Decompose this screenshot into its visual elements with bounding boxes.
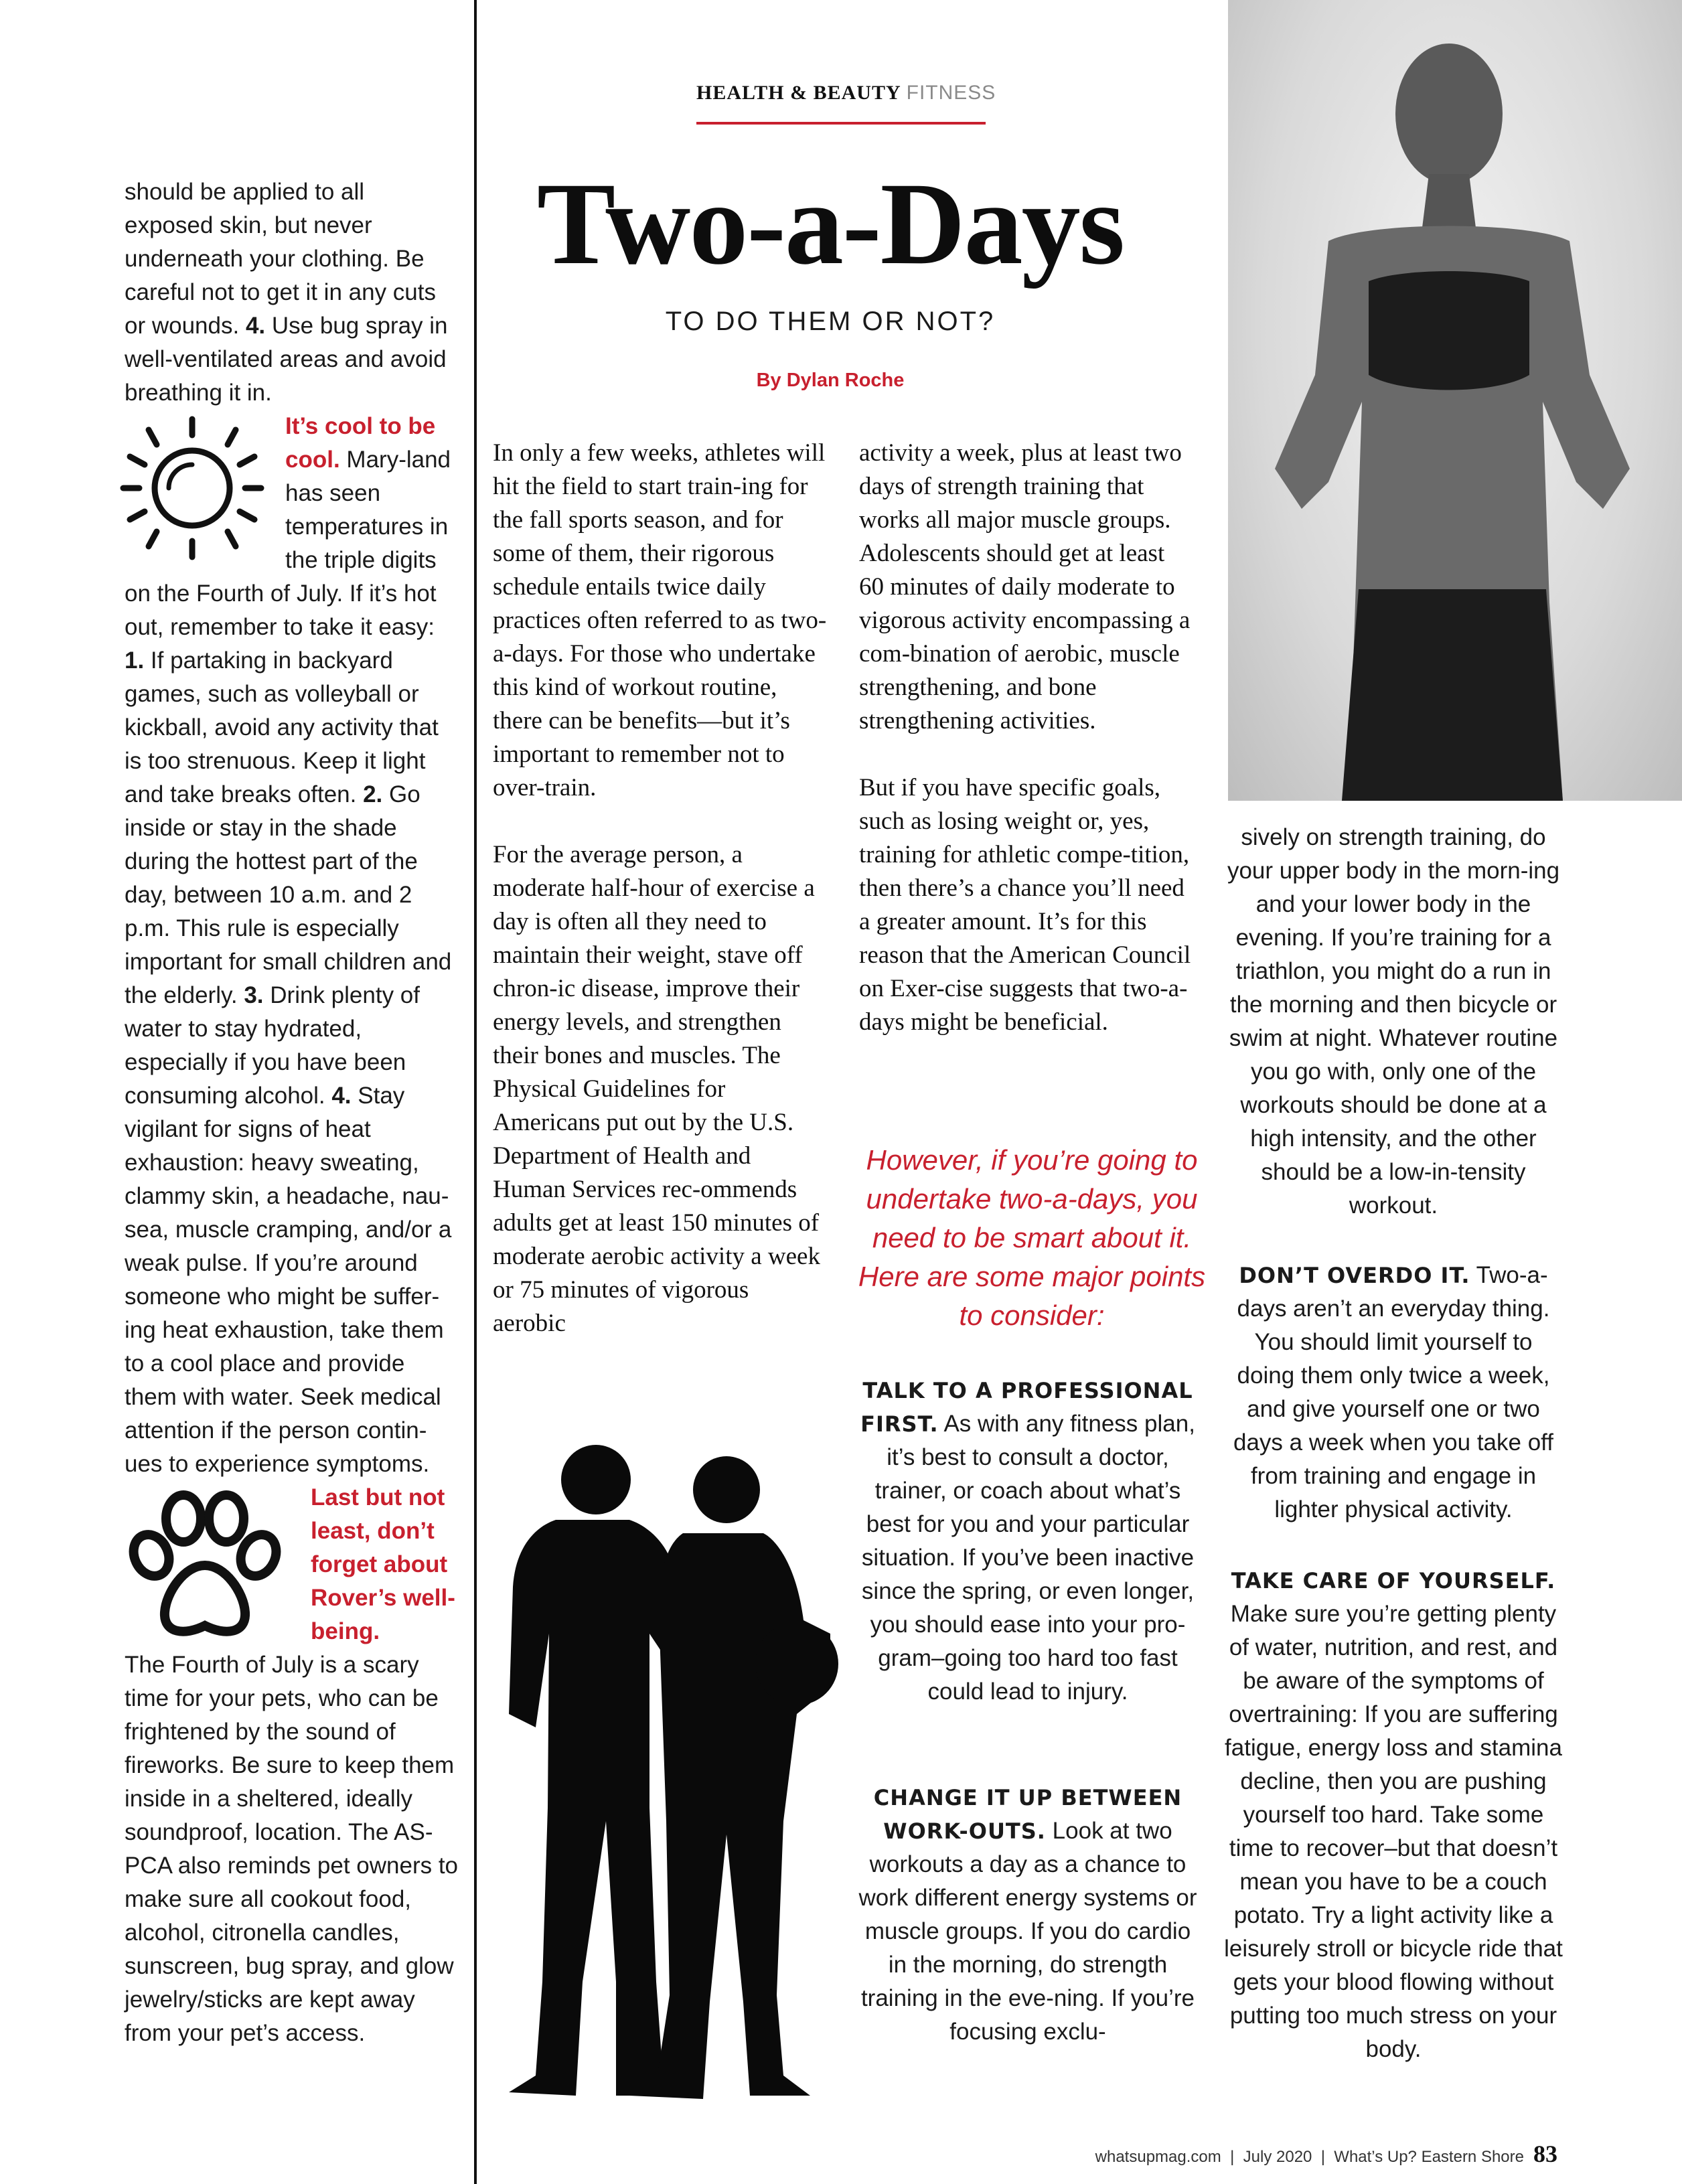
tip-dont-overdo: DON’T OVERDO IT. Two-a-days aren’t an everyday thing. You should limit yourself to doing them only twice a week, and give yourself one or two days a week when you take off from training and engage in lighter physical activity. [1233, 1262, 1553, 1523]
cool-heading: It’s cool to be cool. [285, 413, 436, 473]
pet-heading: Last but not least, don’t forget about Rover’s well-being. [311, 1484, 455, 1644]
body-column-1: In only a few weeks, athletes will hit the field to start train-ing for the fall sports season, and for some of them, their rigorous schedule entails twice daily practices often referred to as two-a-days. For those who undertake this kind of workout routine, there can be benefits—but it’s important to remember not to over-train. For the average person, a moderate half-hour of exercise a day is often all they need to maintain their weight, stave off chron-ic disease, improve their energy levels, and strengthen their bones and muscles. The Physical Guidelines for Americans put out by the U.S. Department of Health and Human Services rec-ommends adults get at least 150 minutes of moderate aerobic activity a week or 75 minutes of vigorous aerobic [493, 439, 827, 1337]
article-subtitle: TO DO THEM OR NOT? [665, 307, 996, 336]
page-footer [1095, 2140, 1557, 2168]
tip-take-care: TAKE CARE OF YOURSELF. Make sure you’re getting plenty of water, nutrition, and rest, and be aware of the symptoms of overtraining: If you are suffering fatigue, energy loss and stamina decline, then you are pushing yourself too hard. Take some time to recover–but that doesn’t mean you have to be a couch potato. Try a light activity like a leisurely stroll or bicycle ride that gets your blood flowing without putting too much stress on your body. [1224, 1568, 1563, 2062]
article-title: Two-a-Days [536, 159, 1124, 289]
section-kicker: HEALTH & BEAUTY FITNESS [696, 82, 996, 104]
body-column-3-intro: sively on strength training, do your upper body in the morn-ing and your lower body in the evening. If you’re training for a triathlon, you might do a run in the morning and then bicycle or swim at night. Whatever routine you go with, only one of the workouts should be done at a high intensity, and the other should be a low-in-tensity workout. [1227, 824, 1560, 1219]
athlete-photo [1228, 0, 1682, 801]
tip-professional: TALK TO A PROFESSIONAL FIRST. As with any fitness plan, it’s best to consult a doctor, trainer, or coach about what’s best for you and your particular situation. If you’ve been inactive since the spring, or even longer, you should ease into your pro-gram–going too hard too fast could lead to injury. [860, 1378, 1195, 1705]
kicker-underline [696, 122, 986, 125]
footer-text: whatsupmag.com | July 2020 | What’s Up? Eastern Shore [1095, 2148, 1524, 2166]
pull-quote: However, if you’re going to undertake two-a-days, you need to be smart about it. Here are some major points to consider: [858, 1144, 1206, 1331]
pet-body: The Fourth of July is a scary time for your pets, who can be frightened by the sound of fireworks. Be sure to keep them inside in a sheltered, ideally soundproof, location. The AS-PCA also reminds pet owners to make sure all cookout food, alcohol, citronella candles, sunscreen, bug spray, and glow jewelry/sticks are kept away from your pet’s access. [125, 1652, 459, 2046]
byline: By Dylan Roche [756, 370, 905, 391]
body-column-2: activity a week, plus at least two days of strength training that works all major muscle groups. Adolescents should get at least 60 minutes of daily moderate to vigorous activity encompassing a com-bination of aerobic, muscle strengthening, and bone strengthening activities. But if you have specific goals, such as losing weight or, yes, training for athletic compe-tition, then there’s a chance you’ll need a greater amount. It’s for this reason that the American Council on Exer-cise suggests that two-a-days might be beneficial. [859, 439, 1191, 1036]
sidebar-intro: should be applied to all exposed skin, but never underneath your clothing. Be careful not to get it in any cuts or wounds. 4. Use bug spray in well-ventilated areas and avoid breathing it in. [125, 179, 448, 406]
athletes-silhouette [495, 1433, 857, 2102]
page-number: 83 [1533, 2140, 1557, 2167]
cool-section: It’s cool to be cool. Mary-land has seen temperatures in the triple digits on the Fourth of July. If it’s hot out, remember to take it easy: 1. If partaking in backyard games, such as volleyball or kickball, avoid any activity that is too strenuous. Keep it light and take breaks often. 2. Go inside or stay in the shade during the hottest part of the day, between 10 a.m. and 2 p.m. This rule is especially important for small children and the elderly. 3. Drink plenty of water to stay hydrated, especially if you have been consuming alcohol. 4. Stay vigilant for signs of heat exhaustion: heavy sweating, clammy skin, a headache, nau-sea, muscle cramping, and/or a weak pulse. If you’re around someone who might be suffer-ing heat exhaustion, take them to a cool place and provide them with water. Seek medical attention if the person contin-ues to experience symptoms. [125, 413, 452, 1477]
tip-change-it-up: CHANGE IT UP BETWEEN WORK-OUTS. Look at two workouts a day as a chance to work different energy systems or muscle groups. If you do cardio in the morning, do strength training in the eve-ning. If you’re focusing exclu- [858, 1785, 1197, 2045]
paw-icon [125, 1485, 285, 1646]
column-divider [474, 0, 477, 2184]
